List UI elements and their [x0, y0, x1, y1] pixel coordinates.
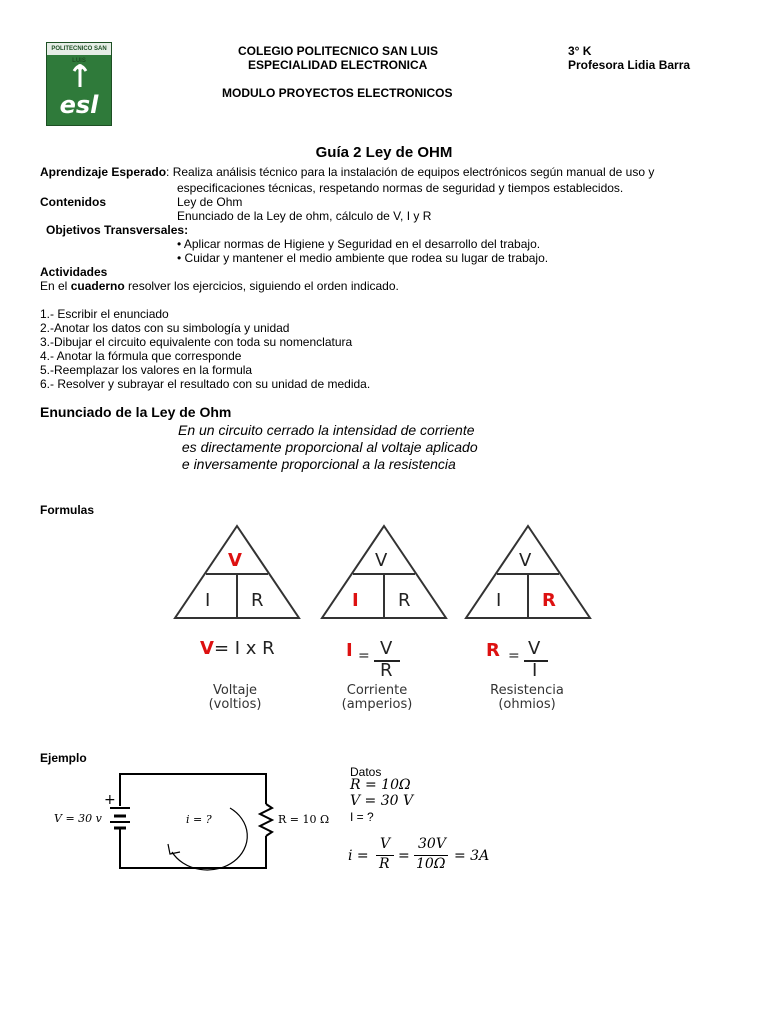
triangle-left: I [205, 590, 211, 611]
formula-var: I [346, 640, 353, 661]
datos-v: V = 30 V [350, 793, 414, 809]
label-current [332, 684, 422, 712]
step: 1.- Escribir el enunciado [40, 307, 169, 321]
solution-equation [348, 834, 498, 878]
contenidos-line1: Ley de Ohm [177, 195, 243, 209]
aprendizaje-row [40, 165, 740, 179]
intro-text: resolver los ejercicios, siguiendo el orden indicado. [124, 279, 399, 293]
triangle-left: I [352, 590, 359, 611]
svg-text:+: + [104, 792, 116, 808]
triangle-top: V [375, 550, 388, 571]
formula-current [346, 638, 416, 681]
triangle-shape [320, 524, 448, 620]
logo-band: POLITECNICO SAN LUIS [47, 43, 111, 55]
torch-icon [65, 59, 95, 89]
solution-lhs: i = [348, 848, 369, 864]
datos-r: R = 10Ω [350, 777, 411, 793]
magnitude-unit: (ohmios) [498, 697, 556, 712]
course: 3° K [568, 44, 592, 58]
objetivo-item: • Aplicar normas de Higiene y Seguridad en el desarrollo del trabajo. [177, 237, 541, 251]
circuit-diagram [40, 768, 340, 872]
equals-sign: = [508, 648, 520, 664]
fraction-den: R [379, 856, 390, 872]
triangle-right: R [542, 590, 556, 611]
resistor-label: R = 10 Ω [278, 813, 330, 826]
formulas-heading: Formulas [40, 503, 95, 517]
contenidos-line2: Enunciado de la Ley de ohm, cálculo de V, I y R [177, 209, 432, 223]
triangle-shape [464, 524, 592, 620]
enunciado-line: es directamente proporcional al voltaje aplicado [178, 439, 478, 455]
intro-text: En el [40, 279, 71, 293]
step: 2.-Anotar los datos con su simbología y unidad [40, 321, 290, 335]
fraction-num: V [528, 638, 541, 659]
magnitude-name: Resistencia [490, 683, 564, 698]
triangle-top: V [519, 550, 532, 571]
school-logo [46, 42, 112, 126]
enunciado-line: e inversamente proporcional a la resistencia [178, 456, 456, 472]
objetivos-label: Objetivos Transversales: [46, 223, 189, 237]
logo-text: esl [59, 91, 99, 119]
magnitude-name: Voltaje [212, 683, 258, 698]
fraction-den: R [380, 660, 393, 681]
formula-resistance [486, 638, 556, 681]
equals-sign: = [398, 848, 410, 864]
aprendizaje-label: Aprendizaje Esperado [40, 165, 167, 179]
step: 5.-Reemplazar los valores en la formula [40, 363, 253, 377]
actividades-intro [40, 279, 399, 293]
aprendizaje-line2: especificaciones técnicas, respetando normas de seguridad y tiempos establecidos. [177, 181, 624, 195]
page-title: Guía 2 Ley de OHM [315, 144, 453, 161]
teacher: Profesora Lidia Barra [568, 58, 691, 72]
label-resistance [482, 684, 572, 712]
equals-sign: = [358, 648, 370, 664]
school-name: COLEGIO POLITECNICO SAN LUIS [238, 44, 439, 58]
contenidos-label: Contenidos [40, 195, 106, 209]
label-voltage [190, 684, 280, 712]
objetivo-item: • Cuidar y mantener el medio ambiente que rodea su lugar de trabajo. [177, 251, 549, 265]
step: 3.-Dibujar el circuito equivalente con toda su nomenclatura [40, 335, 353, 349]
source-label: V = 30 v [54, 812, 102, 825]
formula-var: V [200, 638, 214, 659]
triangle-right: R [251, 590, 264, 611]
actividades-label: Actividades [40, 265, 108, 279]
current-label: i = ? [186, 813, 212, 826]
datos-i: I = ? [350, 810, 374, 824]
specialty: ESPECIALIDAD ELECTRONICA [248, 58, 428, 72]
formula-var: R [486, 640, 500, 661]
triangle-top: V [228, 550, 242, 571]
datos-label: Datos [350, 765, 382, 779]
triangle-shape [173, 524, 301, 620]
magnitude-unit: (voltios) [208, 697, 262, 712]
fraction-den: 10Ω [416, 856, 446, 872]
ohm-triangle-resistance [464, 524, 592, 620]
enunciado-heading: Enunciado de la Ley de Ohm [40, 404, 232, 420]
triangle-left: I [496, 590, 502, 611]
enunciado-line: En un circuito cerrado la intensidad de corriente [178, 422, 475, 438]
fraction-num: V [380, 836, 391, 852]
ejemplo-heading: Ejemplo [40, 751, 87, 765]
triangle-right: R [398, 590, 411, 611]
solution-result: = 3A [454, 848, 490, 864]
ohm-triangle-current [320, 524, 448, 620]
ohm-triangle-voltage [173, 524, 301, 620]
fraction-num: V [380, 638, 393, 659]
fraction-den: I [532, 660, 538, 681]
magnitude-unit: (amperios) [341, 697, 413, 712]
step: 4.- Anotar la fórmula que corresponde [40, 349, 242, 363]
formula-rest: = I x R [213, 638, 275, 659]
magnitude-name: Corriente [346, 683, 408, 698]
module-title: MODULO PROYECTOS ELECTRONICOS [222, 86, 453, 100]
aprendizaje-line1: : Realiza análisis técnico para la instalación de equipos electrónicos según manual de uso y [166, 165, 655, 179]
fraction-num: 30V [418, 836, 446, 852]
intro-bold: cuaderno [70, 279, 125, 293]
step: 6.- Resolver y subrayar el resultado con su unidad de medida. [40, 377, 371, 391]
formula-voltage [200, 638, 275, 659]
